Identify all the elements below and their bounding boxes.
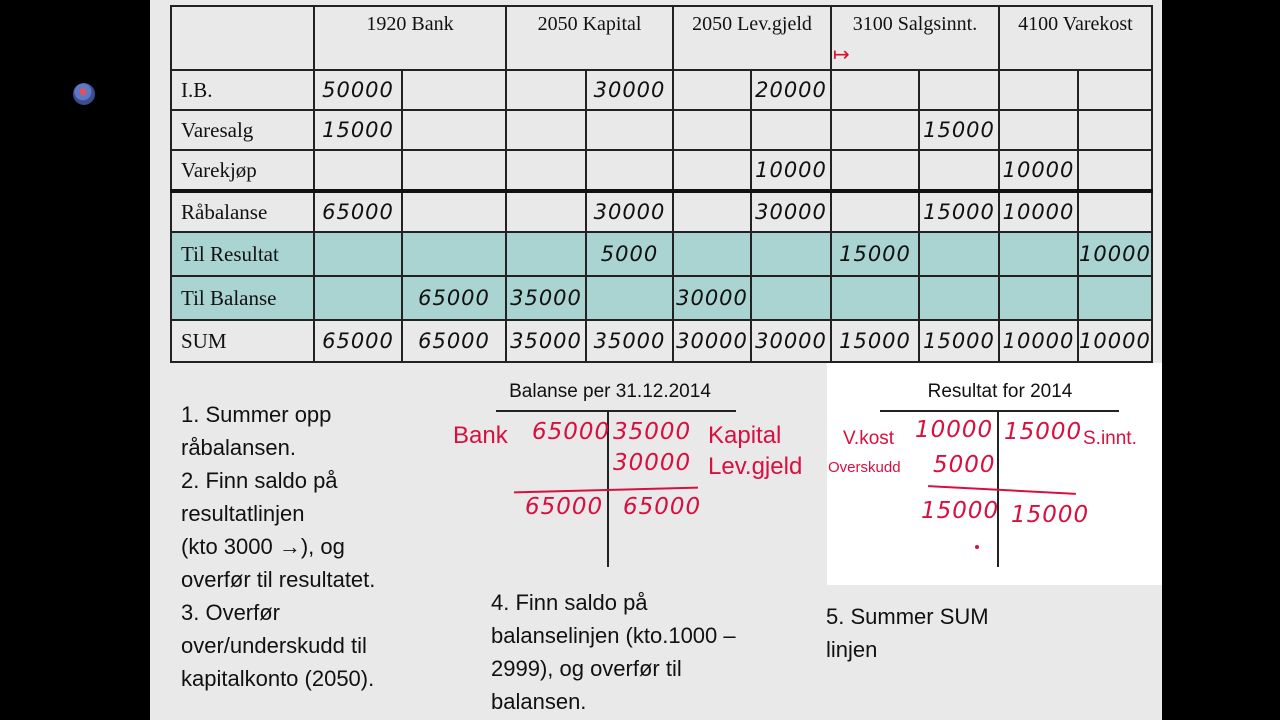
slide xyxy=(150,0,1162,720)
table-row xyxy=(171,70,1152,110)
cell-value xyxy=(402,150,506,191)
cell-value xyxy=(751,276,831,320)
cell-value: 35000 xyxy=(506,276,586,320)
arrow-right-icon: ↦ xyxy=(833,42,850,66)
cell-value: 30000 xyxy=(673,276,751,320)
cell-value xyxy=(673,110,751,150)
cell-value xyxy=(831,276,919,320)
cell-value xyxy=(1078,276,1152,320)
cell-value: 10000 xyxy=(1078,320,1152,362)
balance-right-value: 30000 xyxy=(613,450,692,476)
balance-left-label: Bank xyxy=(453,422,508,449)
cell-value: 15000 xyxy=(919,110,999,150)
cell-value xyxy=(999,110,1078,150)
cell-value xyxy=(673,232,751,276)
cell-value: 20000 xyxy=(751,70,831,110)
cell-value xyxy=(999,276,1078,320)
pen-dot xyxy=(975,545,979,549)
cell-value: 15000 xyxy=(314,110,402,150)
result-right-label: S.innt. xyxy=(1083,428,1137,449)
cell-value: 15000 xyxy=(831,320,919,362)
cell-value: 35000 xyxy=(506,320,586,362)
cell-value: 5000 xyxy=(586,232,673,276)
cell-value: 10000 xyxy=(999,150,1078,191)
balance-left-total: 65000 xyxy=(525,494,604,520)
note-line: 2999), og overfør til xyxy=(491,656,682,681)
cell-value xyxy=(506,110,586,150)
cell-value xyxy=(506,191,586,232)
cell-value xyxy=(402,191,506,232)
header-account: 1920 Bank xyxy=(314,6,506,70)
balance-right-value: 35000 xyxy=(613,419,692,445)
table-row xyxy=(171,150,1152,191)
balance-right-total: 65000 xyxy=(623,494,702,520)
cell-value: 30000 xyxy=(586,191,673,232)
result-right-value: 15000 xyxy=(1004,419,1083,445)
balance-right-label: Kapital xyxy=(708,422,782,449)
balance-top-line xyxy=(496,410,736,412)
note-line: 1. Summer opp xyxy=(181,402,332,427)
cell-value xyxy=(831,150,919,191)
result-right-total: 15000 xyxy=(1011,502,1090,528)
instructions-middle xyxy=(491,586,801,718)
cell-value xyxy=(1078,110,1152,150)
header-empty-cell xyxy=(171,6,314,70)
cell-value xyxy=(831,110,919,150)
cell-value: 15000 xyxy=(831,232,919,276)
cell-value xyxy=(831,191,919,232)
row-label: Varekjøp xyxy=(171,150,314,191)
cell-value xyxy=(586,110,673,150)
instructions-left xyxy=(181,398,431,695)
result-left-total: 15000 xyxy=(921,498,1000,524)
row-label: Varesalg xyxy=(171,110,314,150)
result-top-line xyxy=(880,410,1119,412)
cell-value: 10000 xyxy=(1078,232,1152,276)
note-line: balanselinjen (kto.1000 – xyxy=(491,623,736,648)
cell-value xyxy=(314,150,402,191)
note-line: over/underskudd til xyxy=(181,633,367,658)
cell-value: 15000 xyxy=(919,320,999,362)
balance-sum-line xyxy=(514,487,698,494)
cell-value xyxy=(673,150,751,191)
cell-value: 65000 xyxy=(402,276,506,320)
cell-value xyxy=(673,70,751,110)
header-account: 3100 Salgsinnt. xyxy=(831,6,999,70)
cell-value xyxy=(919,232,999,276)
instructions-right xyxy=(826,600,1046,666)
cell-value xyxy=(506,150,586,191)
cell-value: 30000 xyxy=(751,320,831,362)
note-line: resultatlinjen xyxy=(181,501,305,526)
header-account: 4100 Varekost xyxy=(999,6,1152,70)
result-left-label: V.kost xyxy=(843,428,895,449)
table-header-row xyxy=(171,6,1152,70)
note-line: 5. Summer SUM xyxy=(826,604,989,629)
cell-value xyxy=(999,232,1078,276)
note-line: overfør til resultatet. xyxy=(181,567,376,592)
result-left-label: Overskudd xyxy=(828,459,901,476)
cell-value xyxy=(919,150,999,191)
balance-left-value: 65000 xyxy=(532,419,611,445)
cell-value xyxy=(402,70,506,110)
row-label: Råbalanse xyxy=(171,191,314,232)
note-line: råbalansen. xyxy=(181,435,296,460)
table-row xyxy=(171,320,1152,362)
account-table xyxy=(170,5,1153,363)
note-line: 4. Finn saldo på xyxy=(491,590,648,615)
header-account: 2050 Kapital xyxy=(506,6,673,70)
note-line: 2. Finn saldo på xyxy=(181,468,338,493)
cell-value xyxy=(751,232,831,276)
cell-value xyxy=(1078,191,1152,232)
cell-value: 35000 xyxy=(586,320,673,362)
cell-value: 65000 xyxy=(402,320,506,362)
table-row xyxy=(171,276,1152,320)
cell-value: 30000 xyxy=(751,191,831,232)
table-row xyxy=(171,110,1152,150)
row-label: Til Balanse xyxy=(171,276,314,320)
cell-value xyxy=(673,191,751,232)
row-label: I.B. xyxy=(171,70,314,110)
header-account: 2050 Lev.gjeld xyxy=(673,6,831,70)
result-left-value: 10000 xyxy=(915,417,994,443)
cell-value xyxy=(586,150,673,191)
note-line: (kto 3000 →), og xyxy=(181,534,345,559)
cell-value xyxy=(999,70,1078,110)
cell-value: 10000 xyxy=(999,191,1078,232)
cell-value xyxy=(402,110,506,150)
row-label: Til Resultat xyxy=(171,232,314,276)
cell-value xyxy=(586,276,673,320)
row-label: SUM xyxy=(171,320,314,362)
cell-value xyxy=(1078,150,1152,191)
cell-value xyxy=(1078,70,1152,110)
cell-value: 30000 xyxy=(673,320,751,362)
cell-value xyxy=(831,70,919,110)
cell-value xyxy=(402,232,506,276)
note-line: kapitalkonto (2050). xyxy=(181,666,375,691)
cell-value xyxy=(506,232,586,276)
cell-value: 15000 xyxy=(919,191,999,232)
table-row xyxy=(171,191,1152,232)
cell-value xyxy=(506,70,586,110)
cell-value: 65000 xyxy=(314,191,402,232)
balance-title: Balanse per 31.12.2014 xyxy=(509,381,711,402)
cell-value xyxy=(751,110,831,150)
cell-value xyxy=(919,276,999,320)
cell-value xyxy=(314,232,402,276)
cell-value xyxy=(314,276,402,320)
result-title: Resultat for 2014 xyxy=(927,381,1073,402)
table-row xyxy=(171,232,1152,276)
pointer-cursor-icon xyxy=(73,83,95,105)
cell-value xyxy=(919,70,999,110)
cell-value: 10000 xyxy=(999,320,1078,362)
result-left-value: 5000 xyxy=(933,452,996,478)
note-line: 3. Overfør xyxy=(181,600,281,625)
balance-right-label: Lev.gjeld xyxy=(708,453,803,480)
cell-value: 10000 xyxy=(751,150,831,191)
cell-value: 50000 xyxy=(314,70,402,110)
cell-value: 30000 xyxy=(586,70,673,110)
note-line: balansen. xyxy=(491,689,587,714)
cell-value: 65000 xyxy=(314,320,402,362)
note-line: linjen xyxy=(826,637,878,662)
